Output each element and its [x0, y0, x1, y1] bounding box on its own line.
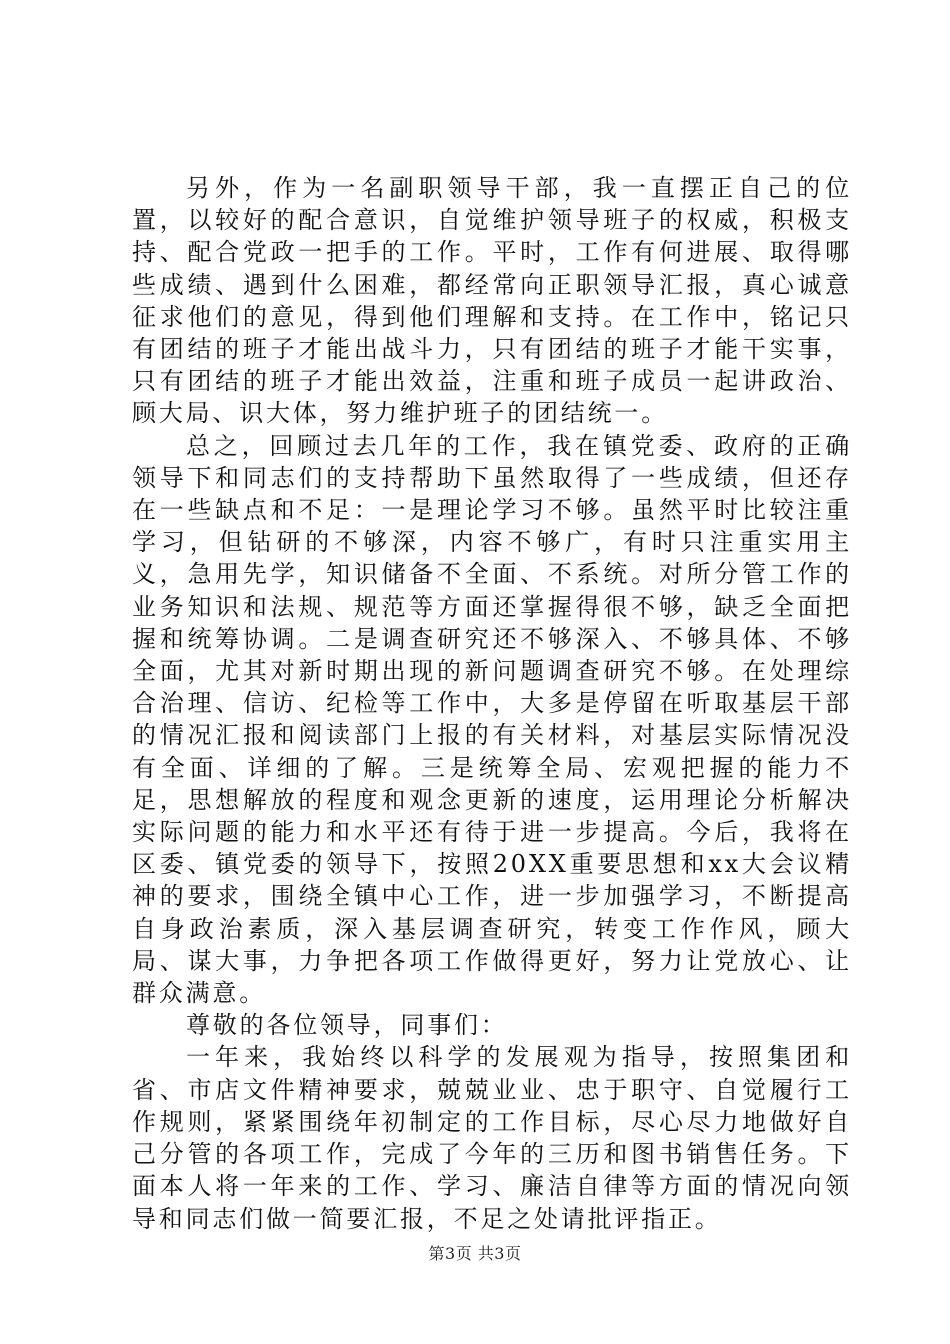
- paragraph-summary-shortcomings: 总之，回顾过去几年的工作，我在镇党委、政府的正确领导下和同志们的支持帮助下虽然取得了一些成绩，但还存在一些缺点和不足：一是理论学习不够。虽然平时比较注重学习，但钻研的不够深，内容不够广，有时只注重实用主义，急用先学，知识储备不全面、不系统。对所分管工作的业务知识和法规、规范等方面还掌握得很不够，缺乏全面把握和统筹协调。二是调查研究还不够深入、不够具体、不够全面，尤其对新时期出现的新问题调查研究不够。在处理综合治理、信访、纪检等工作中，大多是停留在听取基层干部的情况汇报和阅读部门上报的有关材料，对基层实际情况没有全面、详细的了解。三是统筹全局、宏观把握的能力不足，思想解放的程度和观念更新的速度，运用理论分析解决实际问题的能力和水平还有待于进一步提高。今后，我将在区委、镇党委的领导下，按照20XX重要思想和xx大会议精神的要求，围绕全镇中心工作，进一步加强学习，不断提高自身政治素质，深入基层调查研究，转变工作作风，顾大局、谋大事，力争把各项工作做得更好，努力让党放心、让群众满意。: [132, 431, 852, 1008]
- document-body: [132, 172, 852, 1235]
- paragraph-deputy-role: 另外，作为一名副职领导干部，我一直摆正自己的位置，以较好的配合意识，自觉维护领导班子的权威，积极支持、配合党政一把手的工作。平时，工作有何进展、取得哪些成绩、遇到什么困难，都经常向正职领导汇报，真心诚意征求他们的意见，得到他们理解和支持。在工作中，铭记只有团结的班子才能出战斗力，只有团结的班子才能干实事，只有团结的班子才能出效益，注重和班子成员一起讲政治、顾大局、识大体，努力维护班子的团结统一。: [132, 174, 852, 428]
- paragraph-annual-report-intro: 一年来，我始终以科学的发展观为指导，按照集团和省、市店文件精神要求，兢兢业业、忠于职守、自觉履行工作规则，紧紧围绕年初制定的工作目标，尽心尽力地做好自己分管的各项工作，完成了今年的三历和图书销售任务。下面本人将一年来的工作、学习、廉洁自律等方面的情况向领导和同志们做一简要汇报，不足之处请批评指正。: [132, 1043, 852, 1233]
- page-number-footer: 第3页 共3页: [428, 1244, 522, 1263]
- paragraph-salutation: 尊敬的各位领导，同事们：: [186, 1011, 508, 1040]
